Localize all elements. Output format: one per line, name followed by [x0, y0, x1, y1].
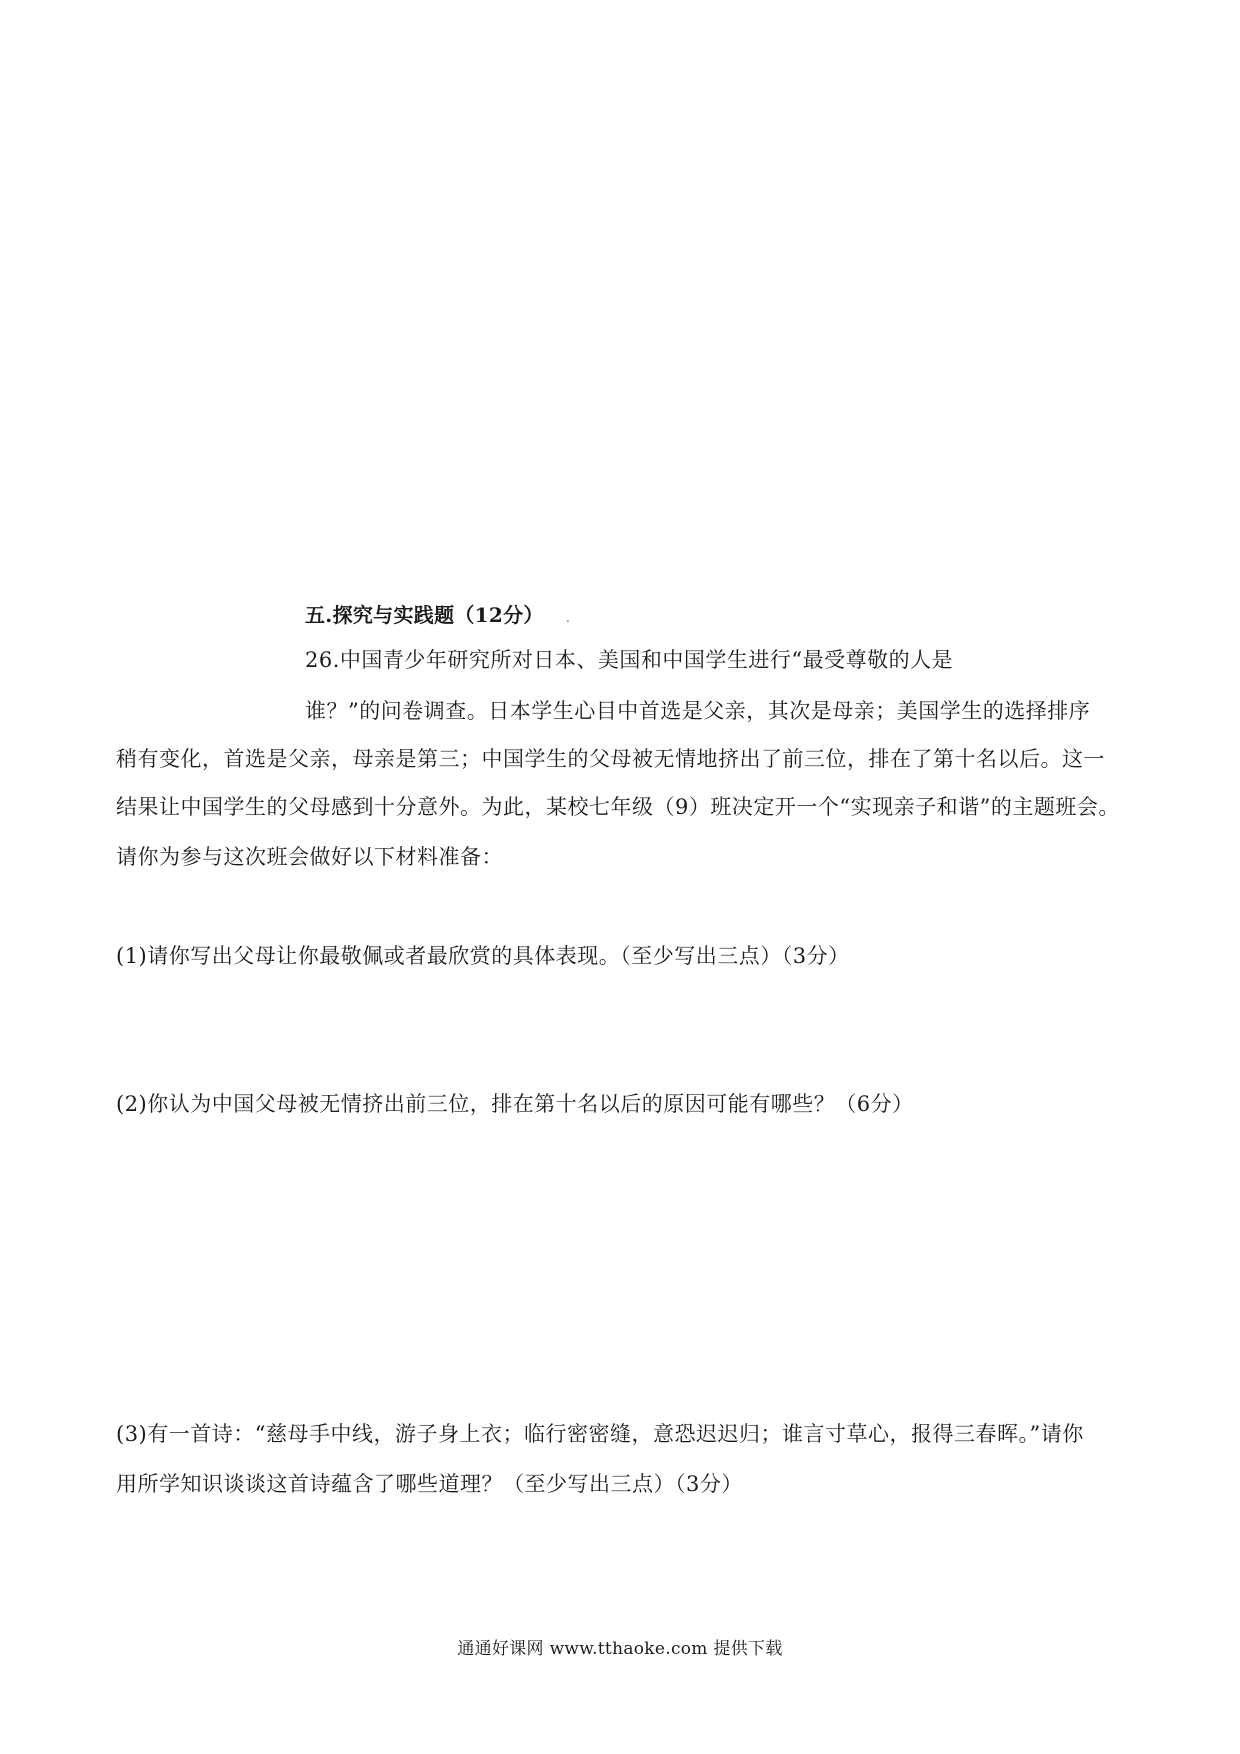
question-26-line-5: 请你为参与这次班会做好以下材料准备：	[116, 845, 503, 869]
section-heading: 五.探究与实践题（12分）	[305, 603, 544, 627]
question-26-line-1: 26.中国青少年研究所对日本、美国和中国学生进行“最受尊敬的人是	[305, 648, 954, 672]
question-26-line-4: 结果让中国学生的父母感到十分意外。为此，某校七年级（9）班决定开一个“实现亲子和谐”的主题班会。	[116, 795, 1120, 819]
question-26-line-3: 稍有变化，首选是父亲，母亲是第三；中国学生的父母被无情地挤出了前三位，排在了第十名以后。这一	[116, 747, 1105, 771]
subquestion-1: (1)请你写出父母让你最敬佩或者最欣赏的具体表现。（至少写出三点）（3分）	[116, 944, 850, 968]
heading-dot-mark: .	[566, 611, 570, 625]
question-26-line-2: 谁？”的问卷调查。日本学生心目中首选是父亲，其次是母亲；美国学生的选择排序	[305, 699, 1091, 723]
subquestion-3-line-2: 用所学知识谈谈这首诗蕴含了哪些道理？（至少写出三点）（3分）	[116, 1472, 743, 1496]
subquestion-2: (2)你认为中国父母被无情挤出前三位，排在第十名以后的原因可能有哪些？（6分）	[116, 1092, 914, 1116]
footer-source: 通通好课网 www.tthaoke.com 提供下载	[457, 1639, 783, 1659]
subquestion-3-line-1: (3)有一首诗：“慈母手中线，游子身上衣；临行密密缝，意恐迟迟归；谁言寸草心，报得三春晖。”请你	[116, 1422, 1084, 1446]
